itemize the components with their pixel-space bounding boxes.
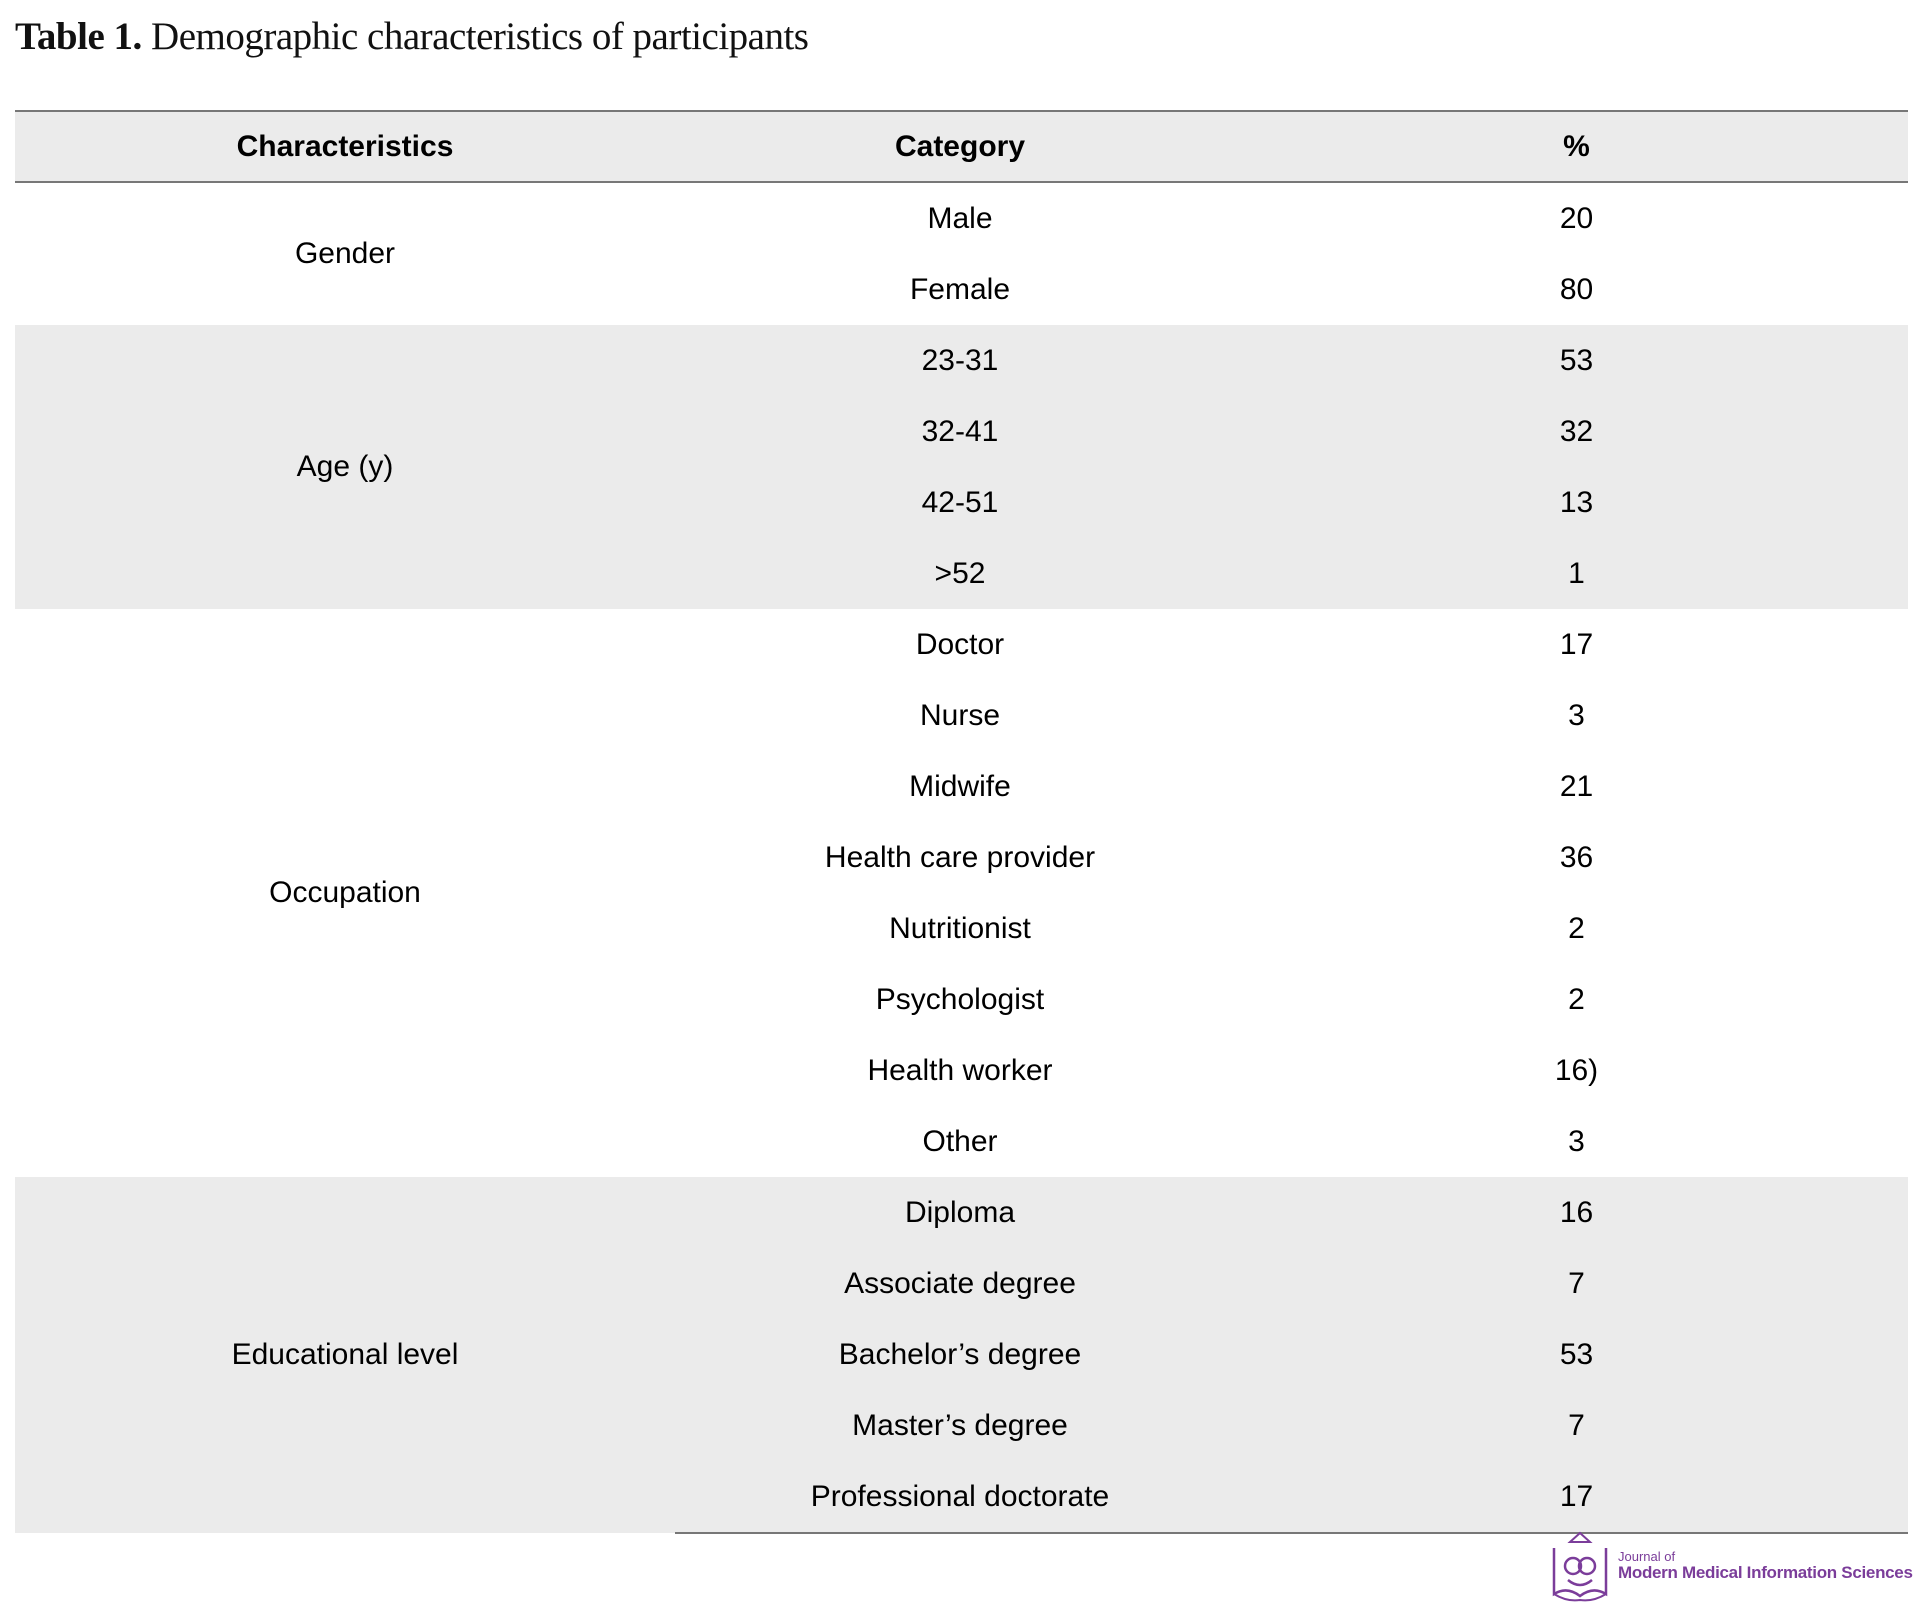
category-cell: 23-31 <box>921 343 999 377</box>
percent-cell: 21 <box>1559 769 1594 803</box>
category-cell: Doctor <box>915 627 1005 661</box>
category-cell: Bachelor’s degree <box>838 1337 1082 1371</box>
percent-cell: 20 <box>1559 201 1594 235</box>
percent-cell: 16) <box>1554 1053 1599 1087</box>
category-cell: Professional doctorate <box>675 1461 1245 1533</box>
category-cell: Female <box>909 272 1011 306</box>
characteristic-cell: Occupation <box>269 876 421 909</box>
table-row <box>15 182 1908 254</box>
category-cell: Associate degree <box>844 1266 1076 1300</box>
category-cell: 32-41 <box>921 414 999 448</box>
characteristic-cell: Age (y) <box>296 450 394 483</box>
percent-cell: 53 <box>1559 343 1594 377</box>
category-cell: Health care provider <box>824 840 1096 874</box>
percent-cell: 3 <box>1568 1124 1585 1158</box>
percent-cell: 7 <box>1568 1266 1585 1300</box>
header-category: Category <box>675 111 1245 182</box>
journal-logo-line1: Journal of <box>1618 1549 1676 1565</box>
category-cell: Nurse <box>919 698 1001 732</box>
category-cell: Diploma <box>904 1195 1016 1229</box>
category-cell: Nutritionist <box>889 911 1031 945</box>
category-cell: Other <box>922 1124 998 1158</box>
percent-cell: 13 <box>1559 485 1594 519</box>
percent-cell: 2 <box>1568 911 1585 945</box>
percent-cell: 80 <box>1559 272 1594 306</box>
category-cell: 42-51 <box>921 485 999 519</box>
percent-cell: 1 <box>1568 556 1585 590</box>
percent-cell: 32 <box>1559 414 1594 448</box>
table-caption <box>15 14 809 59</box>
category-cell: Health worker <box>867 1053 1053 1087</box>
header-percent: % <box>1245 111 1908 182</box>
header-characteristics: Characteristics <box>15 111 675 182</box>
category-cell: Male <box>927 201 993 235</box>
percent-cell: 17 <box>1245 1461 1908 1533</box>
percent-cell: 7 <box>1568 1408 1585 1442</box>
percent-cell: 36 <box>1559 840 1594 874</box>
table-row <box>15 609 1908 680</box>
journal-logo-line2: Modern Medical Information Sciences <box>1618 1562 1913 1582</box>
characteristic-cell: Educational level <box>231 1338 459 1371</box>
table-body <box>15 182 1908 1533</box>
table-row <box>15 1177 1908 1248</box>
percent-cell: 16 <box>1559 1195 1594 1229</box>
category-cell: >52 <box>934 556 986 590</box>
journal-logo-icon <box>1548 1530 1612 1602</box>
percent-cell: 3 <box>1568 698 1585 732</box>
journal-logo <box>1548 1530 1913 1602</box>
demographics-table <box>15 110 1908 1534</box>
table-caption-label: Table 1. <box>15 15 142 58</box>
table-caption-text: Demographic characteristics of participants <box>151 15 809 58</box>
percent-cell: 2 <box>1568 982 1585 1016</box>
characteristic-cell: Gender <box>294 237 396 270</box>
percent-cell: 17 <box>1559 627 1594 661</box>
percent-cell: 53 <box>1559 1337 1594 1371</box>
category-cell: Midwife <box>909 769 1011 803</box>
table-row <box>15 325 1908 396</box>
table-header-row <box>15 111 1908 182</box>
category-cell: Master’s degree <box>852 1408 1068 1442</box>
category-cell: Psychologist <box>875 982 1045 1016</box>
